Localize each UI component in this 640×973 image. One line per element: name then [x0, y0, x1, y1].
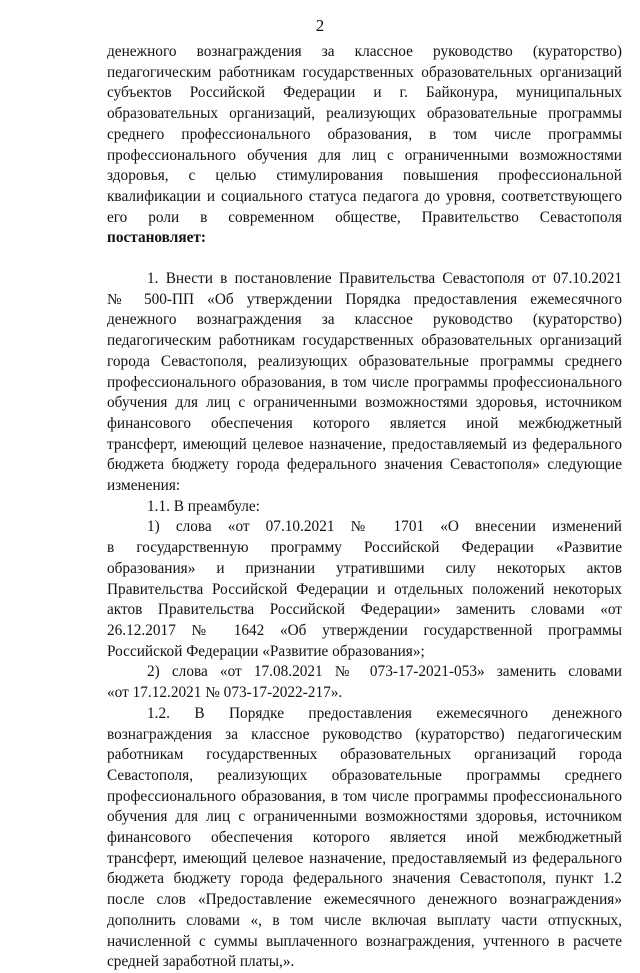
text-line: города Севастополя, реализующих образовательные программы среднего: [107, 352, 622, 370]
text-line: работникам государственных образовательных организаций города: [107, 746, 622, 764]
subitem-2-paragraph: [107, 662, 622, 703]
intro-paragraph: [107, 42, 622, 249]
text-line: 1) слова «от 07.10.2021 № 1701 «О внесении изменений: [147, 518, 622, 536]
text-line: Севастополя, реализующих образовательные программы среднего: [107, 766, 622, 784]
subitem-1-paragraph: [107, 517, 622, 662]
text-line: после слов «Предоставление ежемесячного денежного вознаграждения»: [107, 891, 622, 909]
text-line: профессионального образования, в том числе программы профессионального: [107, 373, 622, 391]
text-line: субъектов Российской Федерации и г. Байконура, муниципальных: [107, 84, 622, 102]
text-line: здоровья, с целью стимулирования повышения профессиональной: [107, 167, 622, 185]
text-line: педагогическим работникам государственных образовательных организаций: [107, 332, 622, 350]
text-line: трансферт, имеющий целевое назначение, предоставляемый из федерального: [107, 849, 622, 867]
text-line: в государственную программу Российской Федерации «Развитие: [107, 539, 622, 557]
text-line: квалификации и социального статуса педагога до уровня, соответствующего: [107, 187, 622, 205]
text-line: средней заработной платы,».: [107, 953, 295, 971]
text-line: обучения для лиц с ограниченными возможностями здоровья, источником: [107, 808, 622, 826]
text-line: 1.2. В Порядке предоставления ежемесячного денежного: [147, 704, 622, 722]
text-line: изменения:: [107, 477, 181, 495]
page-number: 2: [315, 16, 325, 35]
text-line: Российской Федерации «Развитие образования»;: [107, 642, 425, 660]
text-line: начисленной с суммы выплаченного вознаграждения, учтенного в расчете: [107, 932, 622, 950]
text-line: Правительства Российской Федерации и отдельных положений некоторых: [107, 580, 622, 598]
text-line: дополнить словами «, в том числе включая выплату части отпускных,: [107, 911, 622, 929]
text-line: № 500-ПП «Об утверждении Порядка предоставления ежемесячного: [107, 290, 622, 308]
text-line: профессионального обучения для лиц с ограниченными возможностями: [107, 146, 622, 164]
text-line: «от 17.12.2021 № 073-17-2022-217».: [107, 684, 343, 702]
resolves-word: постановляет:: [107, 229, 206, 247]
text-line: финансового обеспечения которого является иной межбюджетный: [107, 829, 622, 847]
text-line: его роли в современном обществе, Правительство Севастополя: [107, 208, 622, 226]
text-line: обучения для лиц с ограниченными возможностями здоровья, источником: [107, 394, 622, 412]
text-line: педагогическим работникам государственных образовательных организаций: [107, 63, 622, 81]
text-line: актов Правительства Российской Федерации» заменить словами «от: [107, 601, 622, 619]
item-1-1-paragraph: [107, 497, 622, 518]
text-line: 1. Внести в постановление Правительства Севастополя от 07.10.2021: [147, 270, 622, 288]
text-line: трансферт, имеющий целевое назначение, предоставляемый из федерального: [107, 435, 622, 453]
document-body: [107, 42, 622, 973]
text-line: денежного вознаграждения за классное руководство (кураторство): [107, 43, 622, 60]
text-line: образования» и признании утратившими силу некоторых актов: [107, 559, 622, 577]
text-line: 1.1. В преамбуле:: [147, 497, 260, 515]
text-line: бюджета бюджету города федерального значения Севастополя, пункт 1.2: [107, 870, 622, 888]
text-line: вознаграждения за классное руководство (кураторство) педагогическим: [107, 725, 622, 743]
text-line: денежного вознаграждения за классное руководство (кураторство): [107, 311, 622, 329]
text-line: профессионального образования, в том числе программы профессионального: [107, 787, 622, 805]
text-line: образовательных организаций, реализующих образовательные программы: [107, 105, 622, 123]
text-line: 2) слова «от 17.08.2021 № 073-17-2021-053» заменить словами: [147, 663, 622, 681]
text-line: среднего профессионального образования, в том числе программы: [107, 125, 622, 143]
text-line: 26.12.2017 № 1642 «Об утверждении государственной программы: [107, 621, 622, 639]
item-1-paragraph: [107, 269, 622, 497]
text-line: финансового обеспечения которого является иной межбюджетный: [107, 414, 622, 432]
text-line: бюджета бюджету города федерального значения Севастополя» следующие: [107, 456, 622, 474]
item-1-2-paragraph: [107, 704, 622, 973]
